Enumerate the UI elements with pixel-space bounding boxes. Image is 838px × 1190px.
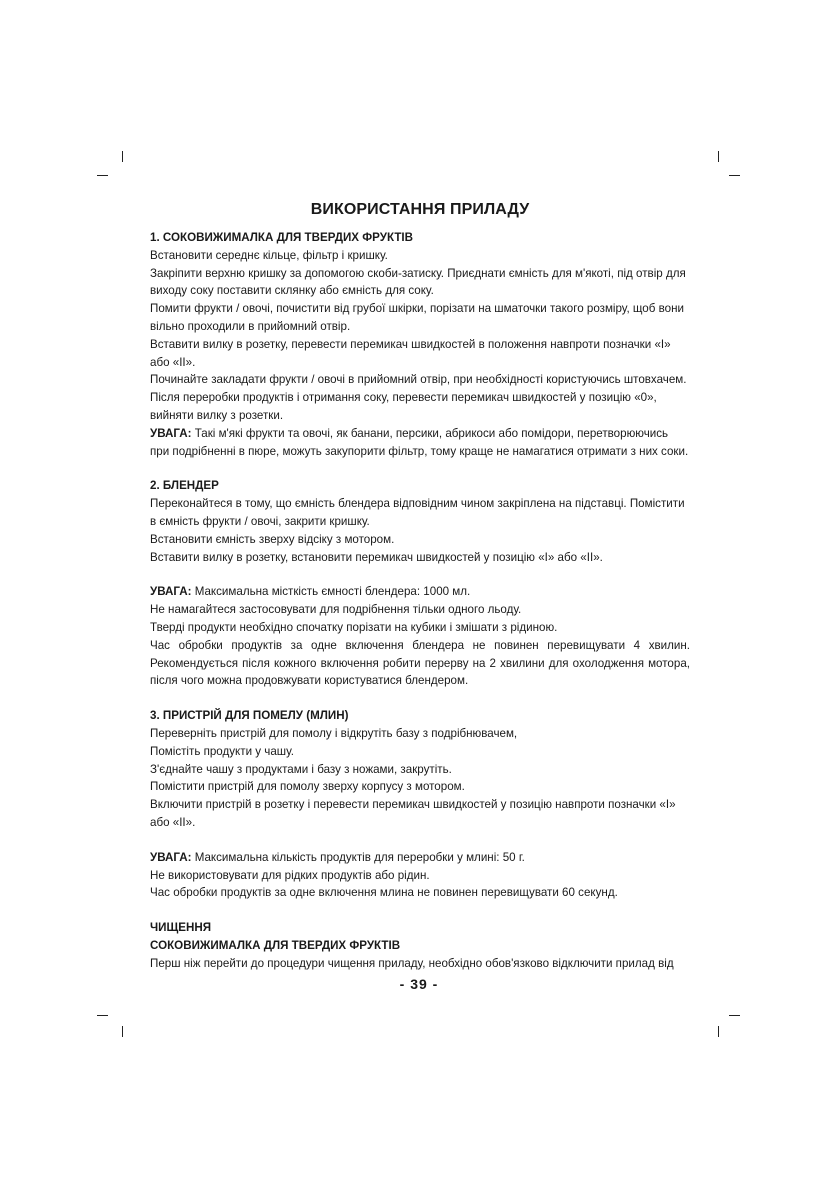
warning-label: УВАГА:	[150, 850, 192, 864]
crop-mark-top-left-vertical	[122, 151, 123, 162]
section-juicer-heading: 1. СОКОВИЖИМАЛКА ДЛЯ ТВЕРДИХ ФРУКТІВ	[150, 231, 413, 244]
document-body	[150, 200, 690, 972]
crop-mark-top-left-horizontal	[97, 175, 108, 176]
blender-step-2: Встановити ємність зверху відсіку з мотором.	[150, 532, 395, 546]
grinder-step-1: Переверніть пристрій для помолу і відкрутіть базу з подрібнювачем,	[150, 726, 518, 740]
blender-step-1: Переконайтеся в тому, що ємність блендера відповідним чином закріплена на підставці. Помістити в ємність фрукти / овочі, закрити кришку.	[150, 497, 685, 528]
warning-text: Такі м'які фрукти та овочі, як банани, персики, абрикоси або помідори, перетворюючись при подрібненні в пюре, можуть закупорити фільтр, тому краще не намагатися отримати з них соки.	[150, 426, 689, 458]
blender-note-1: Не намагайтеся застосовувати для подрібнення тільки одного льоду.	[150, 603, 522, 617]
grinder-step-2: Помістіть продукти у чашу.	[150, 744, 294, 758]
juicer-step-3: Помити фрукти / овочі, почистити від грубої шкірки, порізати на шматочки такого розміру, щоб вони вільно проходили в прийомний отвір.	[150, 302, 684, 333]
juicer-warning	[150, 425, 690, 461]
crop-mark-bottom-right-horizontal	[729, 1015, 740, 1016]
crop-mark-bottom-right-vertical	[718, 1026, 719, 1037]
grinder-warning	[150, 849, 690, 867]
grinder-step-4: Помістити пристрій для помолу зверху корпусу з мотором.	[150, 780, 465, 794]
crop-mark-top-right-horizontal	[729, 175, 740, 176]
blender-warning	[150, 583, 690, 601]
juicer-step-4: Вставити вилку в розетку, перевести перемикач швидкостей в положення навпроти позначки «I» або «II».	[150, 337, 671, 369]
juicer-step-2: Закріпити верхню кришку за допомогою скоби-затиску. Приєднати ємність для м'якоті, під отвір для виходу соку поставити склянку або ємність для соку.	[150, 266, 686, 298]
grinder-step-5: Включити пристрій в розетку і перевести перемикач швидкостей у позицію навпроти позначки «I» або «II».	[150, 798, 676, 829]
crop-mark-top-right-vertical	[718, 151, 719, 162]
section-blender-heading: 2. БЛЕНДЕР	[150, 479, 219, 493]
section-cleaning-heading: ЧИЩЕННЯ	[150, 921, 212, 935]
cleaning-text: Перш ніж перейти до процедури чищення приладу, необхідно обов'язково відключити прилад від	[150, 956, 674, 970]
section-grinder-heading: 3. ПРИСТРІЙ ДЛЯ ПОМЕЛУ (МЛИН)	[150, 709, 349, 723]
grinder-step-3: З'єднайте чашу з продуктами і базу з ножами, закрутіть.	[150, 762, 452, 776]
juicer-step-6: Після переробки продуктів і отримання соку, перевести перемикач швидкостей у позицію «0», вийняти вилку з розетки.	[150, 391, 657, 422]
page-title: ВИКОРИСТАННЯ ПРИЛАДУ	[310, 201, 530, 218]
blender-note-2: Тверді продукти необхідно спочатку порізати на кубики і змішати з рідиною.	[150, 620, 558, 634]
warning-label: УВАГА:	[150, 426, 192, 440]
grinder-note-2: Час обробки продуктів за одне включення млина не повинен перевищувати 60 секунд.	[150, 886, 618, 900]
blender-note-3: Час обробки продуктів за одне включення блендера не повинен перевищувати 4 хвилин. Рекомендується після кожного включення робити перерву на 2 хвилини для охолодження мотора, після чого можна продовжувати користуватися блендером.	[150, 638, 690, 688]
crop-mark-bottom-left-vertical	[122, 1026, 123, 1037]
grinder-note-1: Не використовувати для рідких продуктів або рідин.	[150, 868, 430, 882]
section-cleaning-subheading: СОКОВИЖИМАЛКА ДЛЯ ТВЕРДИХ ФРУКТІВ	[150, 938, 401, 952]
juicer-step-5: Починайте закладати фрукти / овочі в прийомний отвір, при необхідності користуючись штовхачем.	[150, 373, 687, 387]
warning-text: Максимальна місткість ємності блендера: 1000 мл.	[191, 585, 471, 599]
warning-label: УВАГА:	[150, 585, 192, 599]
warning-text: Максимальна кількість продуктів для переробки у млині: 50 г.	[191, 850, 525, 864]
juicer-step-1: Встановити середнє кільце, фільтр і кришку.	[150, 248, 388, 262]
crop-mark-bottom-left-horizontal	[97, 1015, 108, 1016]
blender-step-3: Вставити вилку в розетку, встановити перемикач швидкостей у позицію «I» або «II».	[150, 550, 603, 564]
page-number: - 39 -	[399, 976, 439, 992]
